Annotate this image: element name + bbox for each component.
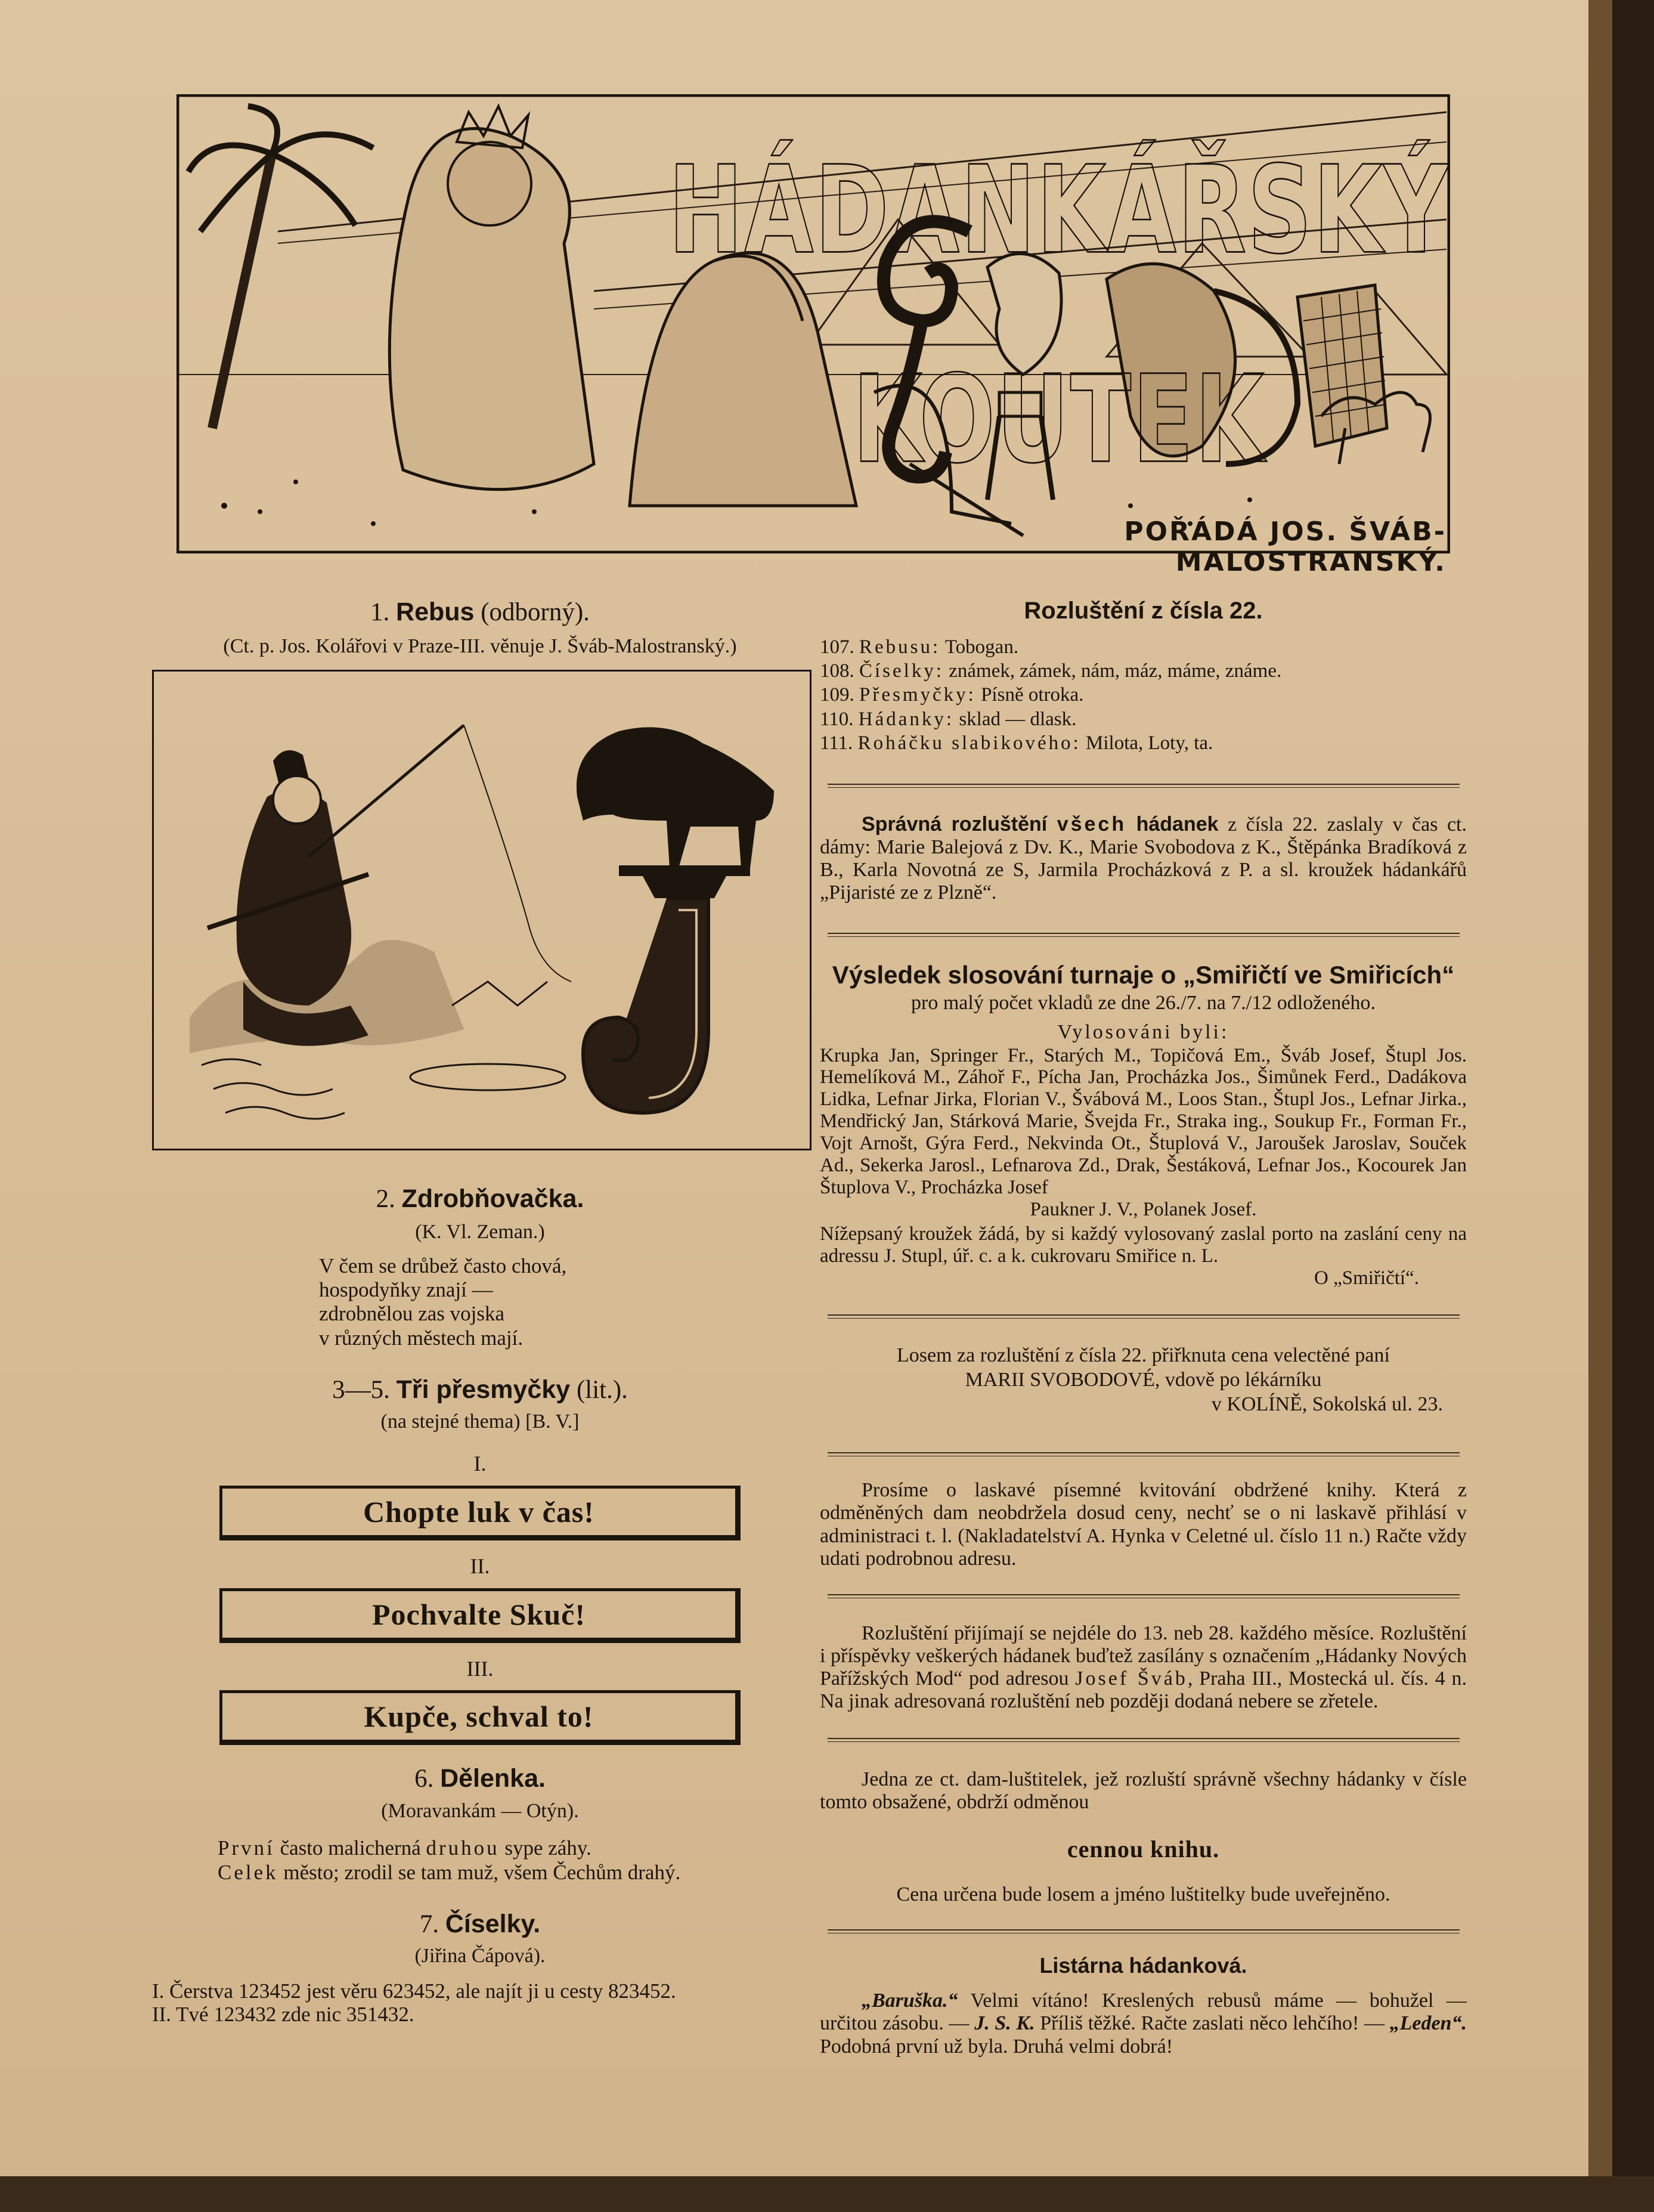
ciselky-body	[152, 1979, 808, 2026]
delenka-key-whole: Celek	[218, 1860, 278, 1884]
rebus-illustration	[152, 670, 811, 1150]
presm-heading	[152, 1374, 808, 1406]
prijimaji-text	[820, 1622, 1467, 1713]
solution-key: Přesmyčky:	[859, 684, 976, 706]
los-notice	[820, 1344, 1467, 1416]
divider	[828, 1738, 1460, 1742]
zdrob-line: v různých městech mají.	[319, 1326, 524, 1350]
rebus-heading	[152, 596, 808, 628]
correct-lead-end: hádanek	[1126, 813, 1219, 836]
solution-number: 108.	[820, 660, 854, 682]
presm-num-1: I.	[473, 1451, 487, 1475]
divider	[828, 784, 1460, 788]
presm-box-3: Kupče, schval to!	[219, 1690, 741, 1745]
listarna-text	[820, 1990, 1467, 2058]
cena-text: Cena určena bude losem a jméno luštitelky bude uveřejněno.	[896, 1883, 1390, 1905]
vysledek-note: Nížepsaný kroužek žádá, by si každý vylosovaný zaslal porto na zaslání ceny na adressu J. Stupl, úř. c. a k. cukrovaru Smiřice n. L.	[820, 1223, 1467, 1267]
solution-number: 107.	[820, 636, 854, 658]
rebus-note: (odborný).	[481, 598, 590, 626]
header-title: HÁDANKÁŘSKÝ KOUTEK	[668, 141, 1450, 490]
presm-num-3: III.	[466, 1656, 494, 1681]
solution-key: Číselky:	[859, 660, 944, 682]
vysledek-title: Výsledek slosování turnaje o „Smiřičtí ve Smiřicích“	[832, 961, 1455, 989]
delenka-text: často malicherná	[274, 1836, 426, 1860]
delenka-line-1	[218, 1836, 808, 1860]
presm-box-1: Chopte luk v čas!	[219, 1486, 741, 1540]
vysledek-sub: pro malý počet vkladů ze dne 26./7. na 7./12 odloženého.	[911, 991, 1376, 1014]
vysledek-vylos: Vylosováni byli:	[1057, 1021, 1229, 1044]
los-line: Losem za rozluštění z čísla 22. přiřknuta cena velectěné paní	[897, 1344, 1390, 1367]
listarna-addressee: „Leden“.	[1389, 2012, 1467, 2035]
correct-lead: Správná rozluštění	[862, 813, 1057, 836]
zdrob-title: Zdrobňovačka.	[401, 1184, 584, 1213]
solution-value: známek, zámek, nám, máz, máme, známe.	[944, 660, 1282, 682]
solution-item	[820, 635, 1467, 659]
solution-item	[820, 659, 1467, 683]
header-illustration	[176, 94, 1450, 577]
presm-num-2: II.	[470, 1554, 490, 1578]
correct-text: z čísla 22. zaslaly v čas ct. dámy: Marie Balejová z Dv. K., Marie Svobodova z K., Štěpánka Bradíková z B., Karla Novotná ze S, Jarmila Procházková z P. a sl. kroužek hádankářů „Pijaristé ze z Plzně“.	[820, 813, 1467, 904]
solution-number: 111.	[820, 732, 853, 754]
delenka-key-second: druhou	[426, 1836, 500, 1860]
los-line: MARII SVOBODOVÉ, vdově po lékárníku	[965, 1368, 1322, 1391]
page-edge	[1588, 0, 1612, 2212]
right-column	[820, 596, 1467, 2058]
ciselky-title: Číselky.	[445, 1909, 541, 1938]
rebus-title: Rebus	[396, 598, 475, 626]
solutions-title: Rozluštění z čísla 22.	[1024, 598, 1263, 624]
divider	[828, 1594, 1460, 1598]
cennou-knihu: cennou knihu.	[1067, 1836, 1220, 1863]
presm-sub: (na stejné thema) [B. V.]	[380, 1410, 580, 1433]
correct-solvers	[820, 813, 1467, 904]
correct-lead-spaced: všech	[1057, 813, 1127, 836]
solution-item	[820, 731, 1467, 755]
delenka-text: město; zrodil se tam muž, všem Čechům drahý.	[278, 1860, 681, 1884]
presm-note: (lit.).	[576, 1375, 628, 1404]
delenka-key-first: První	[218, 1836, 275, 1860]
solution-item	[820, 707, 1467, 731]
listarna-title: Listárna hádanková.	[1039, 1953, 1247, 1978]
zdrob-author: (K. Vl. Zeman.)	[415, 1221, 545, 1243]
ciselky-line: II. Tvé 123432 zde nic 351432.	[152, 2003, 414, 2027]
divider	[828, 933, 1460, 937]
zdrob-number: 2.	[376, 1184, 395, 1213]
prijimaji-name: Josef Šváb	[1075, 1667, 1188, 1690]
zdrob-line: zdrobnělou zas vojska	[319, 1302, 505, 1326]
zdrob-line: hospodyňky znají —	[319, 1278, 493, 1302]
listarna-addressee: J. S. K.	[974, 2012, 1035, 2035]
los-line: v KOLÍNĚ, Sokolská ul. 23.	[1211, 1393, 1443, 1415]
jedna-text: Jedna ze ct. dam-luštitelek, jež rozluští správně všechny hádanky v čísle tomto obsažené, obdrží odměnou	[820, 1768, 1467, 1814]
delenka-title: Dělenka.	[440, 1764, 546, 1793]
vysledek-sign: O „Smiřičtí“.	[1314, 1267, 1419, 1289]
solution-value: Písně otroka.	[975, 684, 1084, 706]
delenka-author: (Moravankám — Otýn).	[381, 1799, 579, 1822]
prijimaji-part: Rozluštění přijímají se nejdéle do 13. neb 28. každého měsíce. Rozluštění i příspěvky veškerých hádanek buďtež zasílány s označením „Hádanky Nových Pařížských Mod“ pod adresou	[820, 1622, 1467, 1690]
presm-title: Tři přesmyčky	[396, 1375, 571, 1404]
vysledek-names-last: Paukner J. V., Polanek Josef.	[1030, 1199, 1257, 1221]
presm-box-2: Pochvalte Skuč!	[219, 1588, 741, 1643]
page-edge-bottom	[0, 2176, 1654, 2212]
listarna-reply: Podobná první už byla. Druhá velmi dobrá!	[820, 2035, 1173, 2058]
zdrob-verse	[319, 1254, 808, 1350]
solution-value: sklad — dlask.	[954, 708, 1077, 730]
listarna-reply: Příliš těžké. Račte zaslati něco lehčího! —	[1034, 2012, 1390, 2035]
presm-number: 3—5.	[332, 1375, 390, 1404]
delenka-text: sype záhy.	[499, 1836, 591, 1860]
solution-key: Hádanky:	[858, 708, 955, 730]
delenka-line-2	[218, 1861, 808, 1885]
listarna-reply: Velmi vítáno! Kreslených rebusů máme — bohužel — určitou zásobu. —	[820, 1990, 1467, 2035]
left-column	[152, 596, 808, 2026]
header-byline: POŘÁDÁ JOS. ŠVÁB-MALOSTRANSKÝ.	[1124, 516, 1447, 577]
rebus-drawing	[154, 672, 810, 1149]
rebus-number: 1.	[370, 598, 390, 626]
solution-item	[820, 683, 1467, 707]
delenka-number: 6.	[414, 1765, 434, 1793]
solution-value: Tobogan.	[940, 636, 1019, 658]
rebus-dedication: (Ct. p. Jos. Kolářovi v Praze-III. věnuje J. Šváb-Malostranský.)	[223, 635, 737, 658]
solution-key: Rebusu:	[859, 636, 941, 658]
solution-number: 109.	[820, 684, 854, 706]
divider	[828, 1929, 1460, 1933]
vysledek-names: Krupka Jan, Springer Fr., Starých M., Topičová Em., Šváb Josef, Štupl Jos. Hemelíková M., Záhoř F., Pícha Jan, Procházka Jos., Šimůnek Ferd., Dadákova Lidka, Lefnar Jirka, Florian V., Švábová M., Loos Stan., Štupl Jos., Lefnar Jirka., Mendřický Jan, Stárková Marie, Švejda Fr., Straka ing., Soukup Fr., Forman Fr., Vojt Arnošt, Gýra Ferd., Nekvinda Ot., Štuplová V., Jaroušek Jaroslav, Souček Ad., Sekerka Jarosl., Lefnarova Zd., Drak, Šestáková, Lefnar Jos., Kocourek Jan Štuplova V., Procházka Josef	[820, 1044, 1467, 1199]
solutions-list	[820, 635, 1467, 755]
listarna-addressee: „Baruška.“	[862, 1990, 958, 2012]
solution-value: Milota, Loty, ta.	[1080, 732, 1213, 754]
zdrob-line: V čem se drůbež často chová,	[319, 1254, 567, 1277]
divider	[828, 1452, 1460, 1456]
page-edge-dark	[1612, 0, 1654, 2212]
prijimaji-part: , Praha III., Mostecká ul. čís. 4 n. Na jinak adresovaná rozluštění neb později dodaná nebere se zřetele.	[820, 1667, 1467, 1712]
ciselky-author: (Jiřina Čápová).	[414, 1945, 546, 1967]
prosime-text: Prosíme o laskavé písemné kvitování obdržené knihy. Která z odměněných dam neobdržela dosud ceny, nechť se o ni laskavě přihlásí v administraci t. l. (Nakladatelství A. Hynka v Celetné ul. číslo 11 n.) Račte vždy udati podrobnou adresu.	[820, 1479, 1467, 1570]
delenka-heading	[152, 1763, 808, 1795]
zdrob-heading	[152, 1183, 808, 1215]
solution-number: 110.	[820, 708, 854, 730]
divider	[828, 1314, 1460, 1319]
solution-key: Roháčku slabikového:	[857, 732, 1081, 754]
ciselky-heading	[152, 1908, 808, 1940]
ciselky-line: I. Čerstva 123452 jest věru 623452, ale najít ji u cesty 823452.	[152, 1979, 676, 2003]
ciselky-number: 7.	[419, 1910, 439, 1938]
delenka-verse	[218, 1836, 808, 1885]
